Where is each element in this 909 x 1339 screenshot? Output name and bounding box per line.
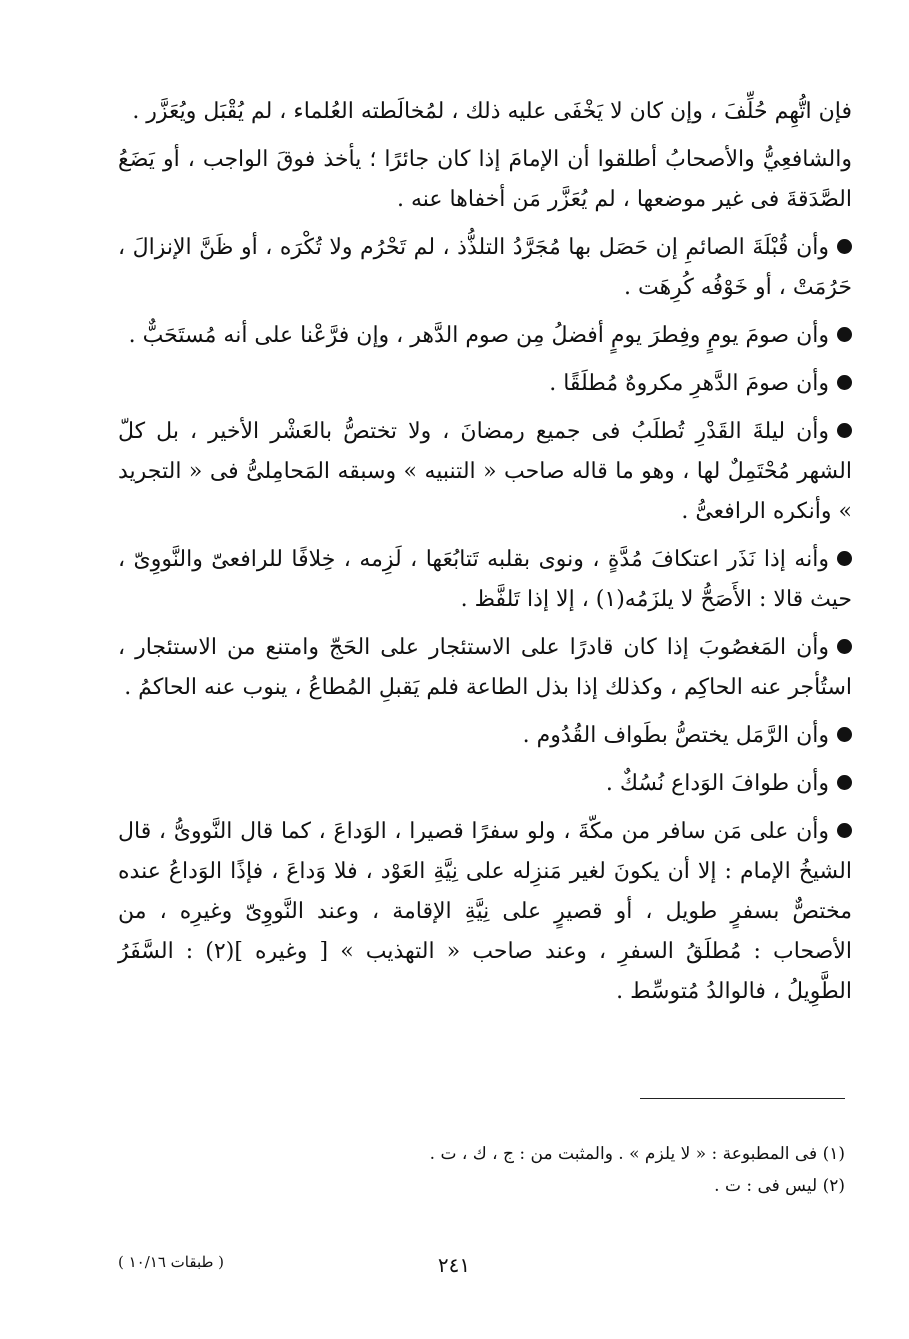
bullet-paragraph: وأن طوافَ الوَداع نُسُكٌ . xyxy=(118,764,852,804)
volume-signature: ( طبقات ١٠/١٦ ) xyxy=(118,1253,225,1271)
bullet-paragraph: وأن ليلةَ القَدْرِ تُطلَبُ فى جميع رمضانَ ، ولا تختصُّ بالعَشْر الأخير ، بل كلّ الشهر مُحْتَمِلٌ لها ، وهو ما قاله صاحب « التنبيه » وسبقه المَحامِلىُّ فى « التجريد » وأنكره الرافعىُّ . xyxy=(118,419,852,524)
bullet-icon xyxy=(837,239,852,254)
main-text xyxy=(118,92,852,1020)
bullet-paragraph: وأن قُبْلَةَ الصائمِ إن حَصَل بها مُجَرَّدُ التلذُّذ ، لم تَحْرُم ولا تُكْرَه ، أو ظَنَّ الإنزالَ ، حَرُمَتْ ، أو خَوْفُه كُرِهَت . xyxy=(118,235,852,300)
bullet-icon xyxy=(837,823,852,838)
bullet-icon xyxy=(837,727,852,742)
bullet-icon xyxy=(837,639,852,654)
footnote: (١) فى المطبوعة : « لا يلزم » . والمثبت من : ج ، ك ، ت . xyxy=(429,1144,845,1164)
bullet-icon xyxy=(837,327,852,342)
bullet-icon xyxy=(837,375,852,390)
bullet-paragraph: وأن المَغصُوبَ إذا كان قادرًا على الاستئجار على الحَجّ وامتنع من الاستئجار ، استُأجر عنه الحاكِم ، وكذلك إذا بذل الطاعة فلم يَقبلِ المُطاعُ ، ينوب عنه الحاكمُ . xyxy=(118,635,852,700)
paragraph: فإن اتُّهِم حُلِّفَ ، وإن كان لا يَخْفَى عليه ذلك ، لمُخالَطته العُلماء ، لم يُقْبَل ويُعَزَّر . xyxy=(132,99,852,124)
bullet-paragraph: وأنه إذا نَذَر اعتكافَ مُدَّةٍ ، ونوى بقلبه تَتابُعَها ، لَزِمه ، خِلافًا للرافعىّ والنَّووِىّ ، حيث قالا : الأَصَحُّ لا يلزَمُه(١) ، إلا إذا تَلفَّظ . xyxy=(118,547,852,612)
bullet-icon xyxy=(837,423,852,438)
bullet-paragraph: وأن الرَّمَل يختصُّ بطَواف القُدُوم . xyxy=(118,716,852,756)
bullet-paragraph: وأن على مَن سافر من مكّةَ ، ولو سفرًا قصيرا ، الوَداعَ ، كما قال النَّووىُّ ، قال الشيخُ الإمام : إلا أن يكونَ لغير مَنزِله على نِيَّةِ العَوْد ، فلا وَداعَ ، فإذًا الوَداعُ عنده مختصٌّ بسفرٍ طويل ، أو قصيرٍ على نِيَّةِ الإقامة ، وعند النَّووِىّ وغيرِه ، من الأصحاب : مُطلَقُ السفرِ ، وعند صاحب « التهذيب » [ وغيره ](٢) : السَّفَرُ الطَّوِيلُ ، فالوالدُ مُتوسِّط . xyxy=(118,819,852,1004)
bullet-paragraph: وأن صومَ يومٍ وفِطرَ يومٍ أفضلُ مِن صوم الدَّهر ، وإن فرَّعْنا على أنه مُستَحَبٌّ . xyxy=(118,316,852,356)
page-number: ٢٤١ xyxy=(437,1253,471,1277)
bullet-icon xyxy=(837,775,852,790)
footnote-divider xyxy=(640,1098,845,1099)
paragraph: والشافعِيُّ والأصحابُ أطلقوا أن الإمامَ إذا كان جائرًا ؛ يأخذ فوقَ الواجب ، أو يَضَعُ الصَّدَقةَ فى غير موضعها ، لم يُعَزَّر مَن أخفاها عنه . xyxy=(118,147,852,212)
bullet-icon xyxy=(837,551,852,566)
footnotes xyxy=(300,1138,845,1202)
footnote: (٢) ليس فى : ت . xyxy=(714,1176,845,1196)
bullet-paragraph: وأن صومَ الدَّهرِ مكروهٌ مُطلَقًا . xyxy=(118,364,852,404)
